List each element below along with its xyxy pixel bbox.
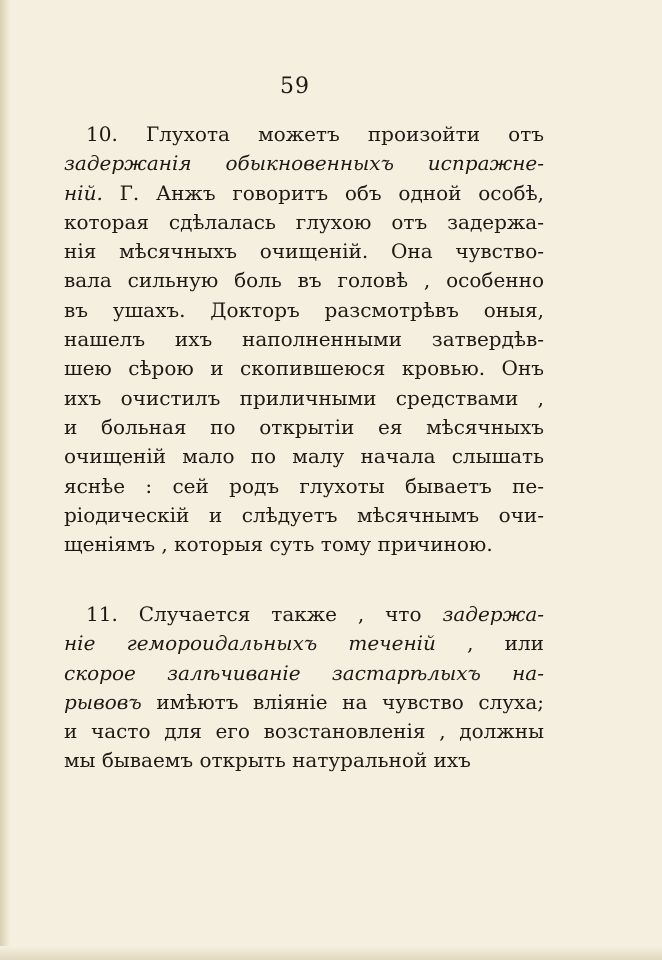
paragraph-11 xyxy=(64,600,544,776)
text-line xyxy=(64,746,544,775)
text-span: шею сѣрою и скопившеюся кровью. Онъ xyxy=(64,356,544,381)
italic-text: ній. xyxy=(64,180,103,205)
text-line xyxy=(64,472,544,501)
text-span: мы бываемъ открыть натуральной ихъ xyxy=(64,748,471,773)
text-span: имѣютъ вліяніе на чувство слуха; xyxy=(141,689,544,714)
text-line xyxy=(64,354,544,383)
italic-text: задержанія обыкновенныхъ испражне- xyxy=(64,151,544,176)
text-span: очищеній мало по малу начала слышать xyxy=(64,444,544,469)
paragraph-10 xyxy=(64,120,544,559)
text-line xyxy=(64,530,544,559)
text-line xyxy=(64,600,544,629)
text-span: , или xyxy=(435,631,544,656)
italic-text: рывовъ xyxy=(64,689,142,714)
text-span: ріодическій и слѣдуетъ мѣсячнымъ очи- xyxy=(64,502,544,527)
text-span: 11. Случается также , что xyxy=(86,602,443,626)
text-span: Г. Анжъ говоритъ объ одной особѣ, xyxy=(102,180,544,205)
italic-text: скорое залѣчиваніе застарѣлыхъ на- xyxy=(64,660,544,685)
text-line xyxy=(64,629,544,658)
text-span: и часто для его возстановленія , должны xyxy=(64,719,544,744)
text-line xyxy=(64,442,544,471)
text-line xyxy=(64,413,544,442)
text-line xyxy=(64,179,544,208)
text-line xyxy=(64,717,544,746)
text-line xyxy=(64,120,544,149)
text-span: 10. Глухота можетъ произойти отъ xyxy=(86,122,544,146)
text-span: щеніямъ , которыя суть тому причиною. xyxy=(64,532,493,557)
text-line xyxy=(64,237,544,266)
page-bottom-shadow xyxy=(0,946,662,960)
text-span: вала сильную боль въ головѣ , особенно xyxy=(64,268,544,293)
italic-text: ніе геморoидальныхъ теченій xyxy=(64,631,436,656)
italic-text: задержа- xyxy=(442,602,544,626)
text-line xyxy=(64,149,544,178)
text-span: яснѣе : сей родъ глухоты бываетъ пе- xyxy=(64,473,544,498)
text-line xyxy=(64,501,544,530)
text-span: въ ушахъ. Докторъ разсмотрѣвъ оныя, xyxy=(64,297,544,322)
text-line xyxy=(64,384,544,413)
text-line xyxy=(64,688,544,717)
text-span: ихъ очистилъ приличными средствами , xyxy=(64,385,544,410)
text-span: нашелъ ихъ наполненными затвердѣв- xyxy=(64,327,544,352)
text-line xyxy=(64,325,544,354)
text-span: и больная по открытіи ея мѣсячныхъ xyxy=(64,414,544,439)
text-line xyxy=(64,296,544,325)
page-edge-shadow xyxy=(0,0,10,960)
text-line xyxy=(64,266,544,295)
text-line xyxy=(64,659,544,688)
page-number: 59 xyxy=(280,74,310,99)
text-span: которая сдѣлалась глухою отъ задержа- xyxy=(64,209,544,234)
text-line xyxy=(64,208,544,237)
text-span: нія мѣсячныхъ очищеній. Она чувство- xyxy=(64,239,544,264)
